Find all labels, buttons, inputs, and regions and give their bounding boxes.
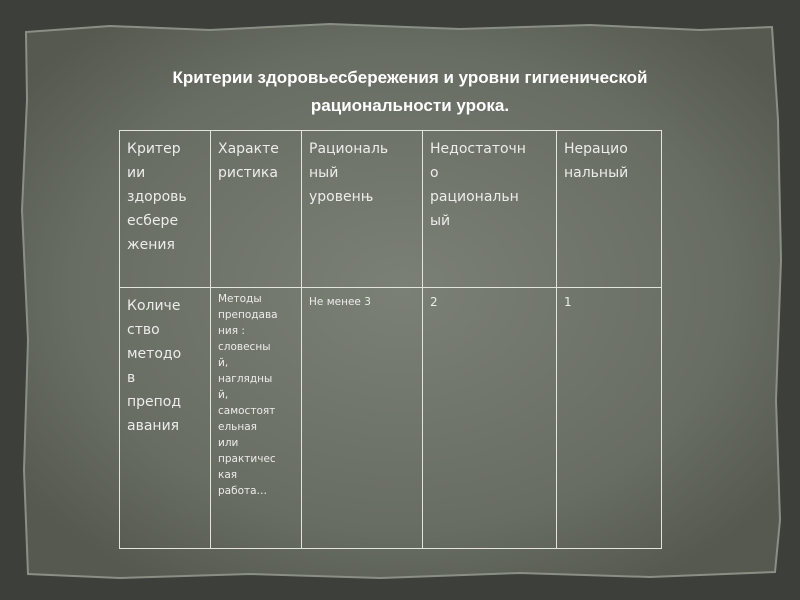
characteristic-line: Методы bbox=[218, 293, 262, 305]
characteristic-line: наглядны bbox=[218, 373, 273, 385]
header-insufficient-line: рациональн bbox=[430, 189, 519, 205]
header-insufficient-line: Недостаточн bbox=[430, 141, 526, 157]
characteristic-line: ельная bbox=[218, 421, 257, 433]
cell-characteristic bbox=[211, 288, 302, 549]
criterion-line: в bbox=[127, 370, 136, 386]
characteristic-line: практичес bbox=[218, 453, 276, 465]
header-rational-line: Рациональ bbox=[309, 141, 389, 157]
criteria-table bbox=[119, 130, 662, 549]
header-criteria-line: здоровь bbox=[127, 189, 187, 205]
table-row bbox=[120, 288, 662, 549]
characteristic-line: словесны bbox=[218, 341, 271, 353]
header-cell-characteristic bbox=[211, 131, 302, 288]
header-characteristic-line: Характе bbox=[218, 141, 279, 157]
header-rational-line: уровенњ bbox=[309, 189, 374, 205]
cell-criterion bbox=[120, 288, 211, 549]
header-irrational-line: Нерацио bbox=[564, 141, 628, 157]
criterion-line: Количе bbox=[127, 298, 181, 314]
criterion-line: методо bbox=[127, 346, 182, 362]
cell-rational bbox=[302, 288, 423, 549]
header-cell-insufficient bbox=[423, 131, 557, 288]
cell-irrational bbox=[557, 288, 662, 549]
characteristic-line: ния : bbox=[218, 325, 245, 337]
characteristic-line: й, bbox=[218, 357, 229, 369]
characteristic-line: кая bbox=[218, 469, 238, 481]
title-line-1: Критерии здоровьесбережения и уровни гигиенической bbox=[172, 68, 648, 87]
insufficient-value: 2 bbox=[430, 295, 438, 309]
characteristic-line: работа… bbox=[218, 485, 268, 497]
header-insufficient-line: о bbox=[430, 165, 439, 181]
header-cell-irrational bbox=[557, 131, 662, 288]
table-header-row bbox=[120, 131, 662, 288]
header-criteria-line: жения bbox=[127, 237, 175, 253]
header-criteria-line: есбере bbox=[127, 213, 179, 229]
criterion-line: авания bbox=[127, 418, 180, 434]
characteristic-line: й, bbox=[218, 389, 229, 401]
header-irrational-line: нальный bbox=[564, 165, 629, 181]
header-cell-rational bbox=[302, 131, 423, 288]
characteristic-line: преподава bbox=[218, 309, 278, 321]
header-cell-criteria bbox=[120, 131, 211, 288]
title-line-2: рациональности урока. bbox=[310, 96, 510, 115]
header-characteristic-line: ристика bbox=[218, 165, 278, 181]
rational-value: Не менее 3 bbox=[309, 296, 371, 308]
header-criteria-line: Критер bbox=[127, 141, 181, 157]
header-rational-line: ный bbox=[309, 165, 339, 181]
irrational-value: 1 bbox=[564, 295, 572, 309]
characteristic-line: или bbox=[218, 437, 239, 449]
cell-insufficient bbox=[423, 288, 557, 549]
header-insufficient-line: ый bbox=[430, 213, 451, 229]
criterion-line: ство bbox=[127, 322, 160, 338]
characteristic-line: самостоят bbox=[218, 405, 276, 417]
header-criteria-line: ии bbox=[127, 165, 146, 181]
slide-title bbox=[60, 64, 760, 120]
criterion-line: препод bbox=[127, 394, 182, 410]
